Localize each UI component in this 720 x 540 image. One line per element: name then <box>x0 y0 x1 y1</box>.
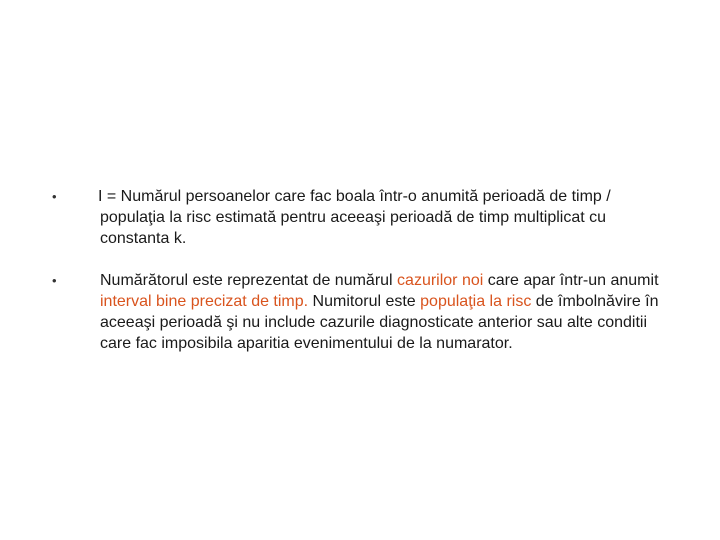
bullet-text-segment: Numitorul este <box>308 293 421 310</box>
bullet-text <box>52 186 672 249</box>
bullet-item-numerator-description <box>52 270 672 354</box>
bullet-text-segment: I = Numărul persoanelor care fac boala într‑o anumită perioadă de timp / populaţia la risc estimată pentru aceeaşi perioadă de timp multiplicat cu constanta k. <box>98 188 611 247</box>
bullet-text-segment: care apar într‑un anumit <box>483 272 659 289</box>
bullet-text-segment: Numărătorul este reprezentat de numărul <box>100 272 398 289</box>
bullet-dot-icon: • <box>52 189 57 204</box>
bullet-dot-icon: • <box>52 273 57 288</box>
bullet-item-incidence-definition <box>52 186 672 249</box>
highlight-population-at-risk: populaţia la risc <box>420 293 532 310</box>
bullet-list <box>52 186 672 354</box>
bullet-text-segment: de îmbolnăvire în aceeaşi perioadă şi nu include cazurile diagnosticate anterior sau alte conditii care fac imposibila aparitia evenimentului de la numarator. <box>100 293 659 352</box>
highlight-time-interval: interval bine precizat de timp. <box>100 293 309 310</box>
bullet-text <box>52 270 672 354</box>
highlight-new-cases: cazurilor noi <box>397 272 484 289</box>
